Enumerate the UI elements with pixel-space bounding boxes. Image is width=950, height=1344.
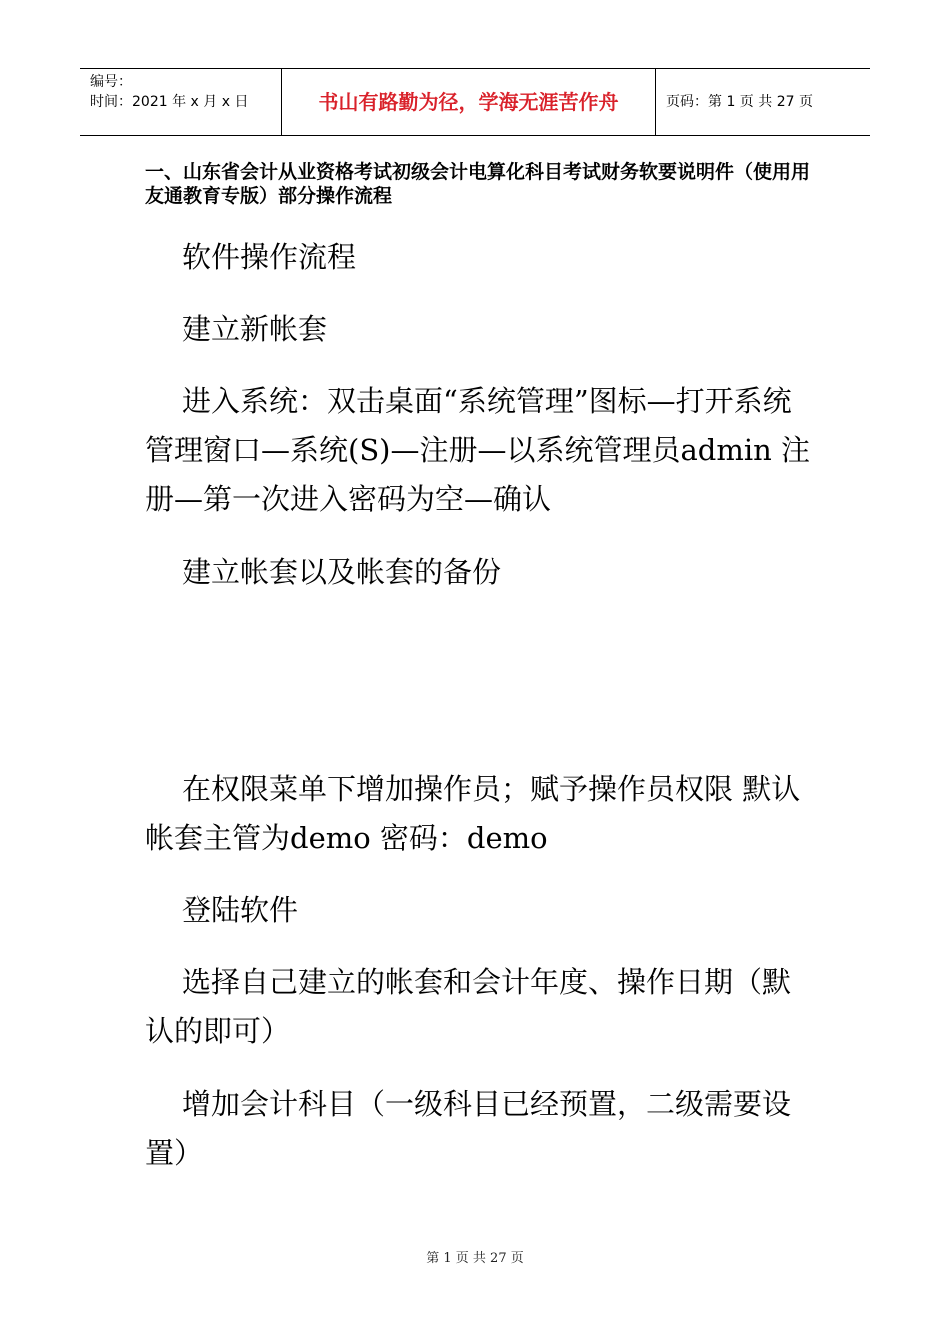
paragraph-select-account: 选择自己建立的帐套和会计年度、操作日期（默认的即可） bbox=[145, 965, 792, 1048]
page-header bbox=[80, 68, 870, 136]
paragraph-permissions: 在权限菜单下增加操作员；赋予操作员权限 默认帐套主管为demo 密码：demo bbox=[145, 772, 801, 855]
document-title: 一、山东省会计从业资格考试初级会计电算化科目考试财务软要说明件（使用用友通教育专版）部分操作流程 bbox=[145, 161, 811, 207]
paragraph-add-subjects: 增加会计科目（一级科目已经预置，二级需要设置） bbox=[145, 1087, 792, 1170]
paragraph-software-flow: 软件操作流程 bbox=[182, 240, 357, 274]
header-page-label: 页码：第 1 页 共 27 页 bbox=[666, 94, 813, 110]
paragraph-new-account-set: 建立新帐套 bbox=[182, 312, 328, 346]
paragraph-login: 登陆软件 bbox=[182, 893, 299, 927]
serial-label: 编号： bbox=[90, 74, 132, 90]
paragraph-enter-system: 进入系统：双击桌面“系统管理”图标—打开系统管理窗口—系统(S)—注册—以系统管理员admin 注册—第一次进入密码为空—确认 bbox=[145, 384, 811, 516]
paragraph-backup: 建立帐套以及帐套的备份 bbox=[182, 555, 502, 589]
page-footer: 第 1 页 共 27 页 bbox=[426, 1251, 524, 1266]
header-meta bbox=[80, 69, 282, 135]
header-motto: 书山有路勤为径，学海无涯苦作舟 bbox=[282, 69, 656, 135]
time-label: 时间：2021 年 x 月 x 日 bbox=[90, 94, 249, 110]
